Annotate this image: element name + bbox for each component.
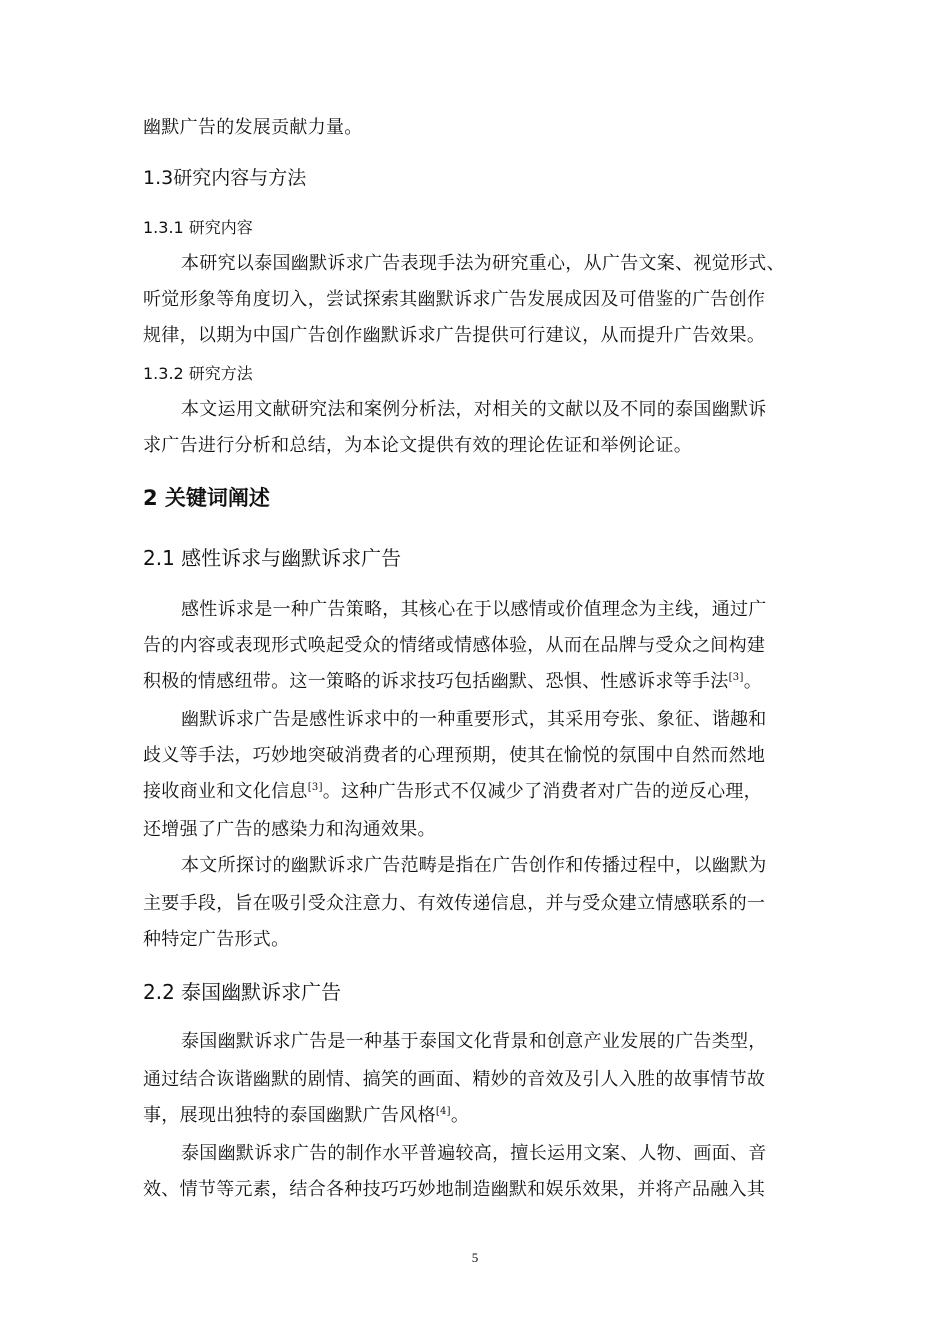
body-text-line: 规律，以期为中国广告创作幽默诉求广告提供可行建议，从而提升广告效果。	[143, 325, 766, 346]
body-text-line: 本文运用文献研究法和案例分析法，对相关的文献以及不同的泰国幽默诉	[181, 399, 767, 420]
body-text-line: 主要手段，旨在吸引受众注意力、有效传递信息，并与受众建立情感联系的一	[143, 893, 766, 914]
section-heading-2-2: 2.2 泰国幽默诉求广告	[143, 980, 342, 1004]
body-text-line: 本文所探讨的幽默诉求广告范畴是指在广告创作和传播过程中，以幽默为	[181, 855, 767, 876]
body-text: 。	[743, 671, 762, 692]
body-text-line: 通过结合诙谐幽默的剧情、搞笑的画面、精妙的音效及引人入胜的故事情节故	[143, 1069, 766, 1090]
body-text-line: 效、情节等元素，结合各种技巧巧妙地制造幽默和娱乐效果，并将产品融入其	[143, 1179, 766, 1200]
page-number: 5	[471, 1250, 479, 1265]
body-text-line: 泰国幽默诉求广告的制作水平普遍较高，擅长运用文案、人物、画面、音	[181, 1143, 767, 1164]
body-text-line: 还增强了广告的感染力和沟通效果。	[143, 819, 436, 840]
body-text-line: 感性诉求是一种广告策略，其核心在于以感情或价值理念为主线，通过广	[181, 599, 767, 620]
body-text-line: 泰国幽默诉求广告是一种基于泰国文化背景和创意产业发展的广告类型，	[181, 1031, 767, 1052]
body-text-line: 告的内容或表现形式唤起受众的情绪或情感体验，从而在品牌与受众之间构建	[143, 635, 766, 656]
section-heading-2-1: 2.1 感性诉求与幽默诉求广告	[143, 546, 402, 570]
body-text-line: 本研究以泰国幽默诉求广告表现手法为研究重心，从广告文案、视觉形式、	[181, 253, 785, 274]
body-text: 事，展现出独特的泰国幽默广告风格	[143, 1105, 436, 1126]
section-heading-1-3: 1.3研究内容与方法	[143, 167, 307, 189]
subsection-heading-1-3-2: 1.3.2 研究方法	[143, 364, 253, 383]
citation-ref: [4]	[435, 1106, 451, 1117]
citation-ref: [3]	[728, 672, 744, 683]
body-text-line: 种特定广告形式。	[143, 929, 290, 950]
body-text-line	[143, 776, 813, 808]
body-text-line: 幽默广告的发展贡献力量。	[143, 117, 363, 138]
citation-ref: [3]	[307, 782, 323, 793]
body-text-line	[143, 666, 813, 698]
body-text: 。	[450, 1105, 470, 1126]
body-text: 积极的情感纽带。这一策略的诉求技巧包括幽默、恐惧、性感诉求等手法	[143, 671, 729, 692]
body-text-line	[143, 1100, 813, 1132]
body-text: 。这种广告形式不仅减少了消费者对广告的逆反心理，	[322, 781, 762, 802]
body-text-line: 听觉形象等角度切入，尝试探索其幽默诉求广告发展成因及可借鉴的广告创作	[143, 289, 766, 310]
body-text: 接收商业和文化信息	[143, 781, 308, 802]
chapter-heading-2: 2 关键词阐述	[143, 486, 270, 510]
body-text-line: 求广告进行分析和总结，为本论文提供有效的理论佐证和举例论证。	[143, 435, 692, 456]
body-text-line: 歧义等手法，巧妙地突破消费者的心理预期，使其在愉悦的氛围中自然而然地	[143, 745, 766, 766]
subsection-heading-1-3-1: 1.3.1 研究内容	[143, 218, 253, 237]
body-text-line: 幽默诉求广告是感性诉求中的一种重要形式，其采用夸张、象征、谐趣和	[181, 709, 767, 730]
